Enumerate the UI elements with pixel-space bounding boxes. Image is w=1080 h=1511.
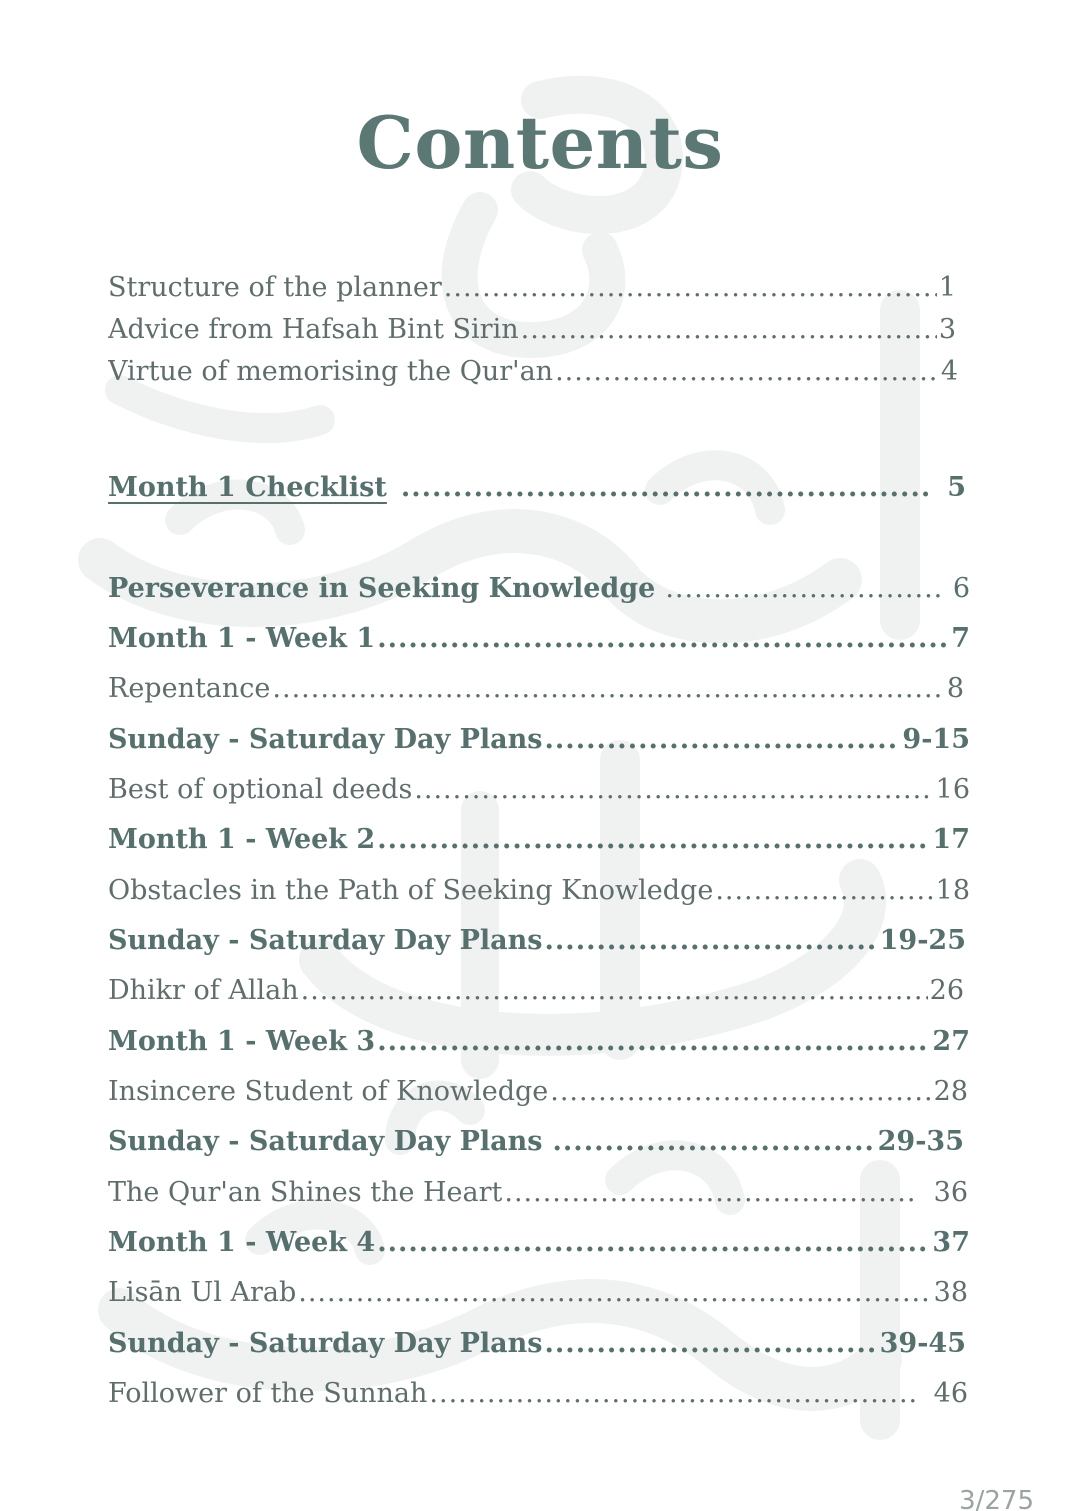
toc-leader-dots: [555, 356, 939, 387]
toc-leader-dots: [545, 925, 878, 956]
toc-entry[interactable]: [108, 356, 958, 392]
toc-entry-page: 3: [938, 314, 956, 345]
toc-leader-dots: [401, 472, 931, 503]
toc-entry-page: 9-15: [902, 724, 970, 755]
toc-entry-page: 39-45: [879, 1328, 966, 1359]
toc-entry[interactable]: [108, 1076, 968, 1112]
toc-leader-dots: [272, 673, 944, 704]
toc-entry-label: Repentance: [108, 673, 271, 704]
toc-entry[interactable]: [108, 875, 970, 911]
toc-leader-dots: [550, 1076, 931, 1107]
toc-entry[interactable]: [108, 673, 964, 709]
toc-entry-page: 28: [933, 1076, 968, 1107]
toc-entry-page: 5: [947, 472, 966, 503]
toc-entry-page: 1: [938, 272, 956, 303]
toc-entry[interactable]: [108, 314, 956, 350]
toc-leader-dots: [301, 975, 928, 1006]
toc-leader-dots: [665, 573, 942, 604]
toc-leader-dots: [504, 1177, 913, 1208]
toc-entry-label: Month 1 - Week 4: [108, 1227, 376, 1258]
toc-leader-dots: [414, 774, 933, 805]
toc-entry-label: Obstacles in the Path of Seeking Knowledge: [108, 875, 714, 906]
toc-leader-dots: [545, 724, 901, 755]
toc-entry-page: 6: [952, 573, 970, 604]
toc-leader-dots: [444, 272, 937, 303]
toc-entry-label: Dhikr of Allah: [108, 975, 299, 1006]
toc-leader-dots: [429, 1378, 917, 1409]
toc-entry-page: 4: [940, 356, 958, 387]
toc-leader-dots: [553, 1126, 876, 1157]
toc-leader-dots: [377, 824, 930, 855]
toc-entry-page: 8: [946, 673, 964, 704]
toc-entry[interactable]: [108, 1026, 970, 1062]
toc-leader-dots: [715, 875, 933, 906]
toc-entry-page: 38: [933, 1277, 968, 1308]
toc-entry-label: Virtue of memorising the Qur'an: [108, 356, 554, 387]
toc-entry-page: 46: [933, 1378, 968, 1409]
toc-entry[interactable]: [108, 1227, 970, 1263]
toc-entry-page: 36: [933, 1177, 968, 1208]
toc-entry[interactable]: [108, 1277, 968, 1313]
toc-entry-label: Month 1 - Week 2: [108, 824, 376, 855]
toc-entry[interactable]: [108, 975, 964, 1011]
toc-entry-month-checklist[interactable]: [108, 472, 966, 508]
toc-entry[interactable]: [108, 824, 970, 860]
toc-leader-dots: [521, 314, 937, 345]
toc-entry-label: Best of optional deeds: [108, 774, 413, 805]
toc-entry-page: 18: [935, 875, 970, 906]
toc-entry-label: Sunday - Saturday Day Plans: [108, 1126, 543, 1157]
toc-entry[interactable]: [108, 774, 970, 810]
toc-entry-label: Advice from Hafsah Bint Sirin: [108, 314, 519, 345]
toc-entry-page: 7: [951, 623, 970, 654]
page-indicator: 3/275: [959, 1486, 1034, 1511]
toc-entry[interactable]: [108, 272, 956, 308]
toc-entry-label: Month 1 - Week 1: [108, 623, 376, 654]
toc-leader-dots: [377, 1227, 930, 1258]
toc-entry-label: Perseverance in Seeking Knowledge: [108, 573, 656, 604]
toc-entry[interactable]: [108, 623, 970, 659]
toc-entry-page: 29-35: [877, 1126, 964, 1157]
toc-entry-label: Follower of the Sunnah: [108, 1378, 428, 1409]
toc-entry-label: Sunday - Saturday Day Plans: [108, 925, 543, 956]
toc-entry-label: The Qur'an Shines the Heart: [108, 1177, 503, 1208]
toc-entry-page: 16: [935, 774, 970, 805]
toc-entry-label: Sunday - Saturday Day Plans: [108, 724, 543, 755]
toc-entry[interactable]: [108, 573, 970, 609]
page-title: Contents: [356, 100, 724, 185]
toc-entry-label: Sunday - Saturday Day Plans: [108, 1328, 543, 1359]
toc-leader-dots: [377, 623, 949, 654]
toc-entry[interactable]: [108, 1177, 968, 1213]
toc-entry-label: Insincere Student of Knowledge: [108, 1076, 549, 1107]
toc-entry-page: 27: [932, 1026, 970, 1057]
toc-entry-page: 19-25: [879, 925, 966, 956]
toc-entry[interactable]: [108, 1378, 968, 1414]
toc-entry-page: 37: [932, 1227, 970, 1258]
toc-entry-page: 17: [932, 824, 970, 855]
toc-entry-label: Month 1 Checklist: [108, 472, 387, 503]
toc-entry[interactable]: [108, 1126, 964, 1162]
toc-entry[interactable]: [108, 724, 970, 760]
toc-entry[interactable]: [108, 1328, 966, 1364]
toc-entry-label: Month 1 - Week 3: [108, 1026, 376, 1057]
toc-entry[interactable]: [108, 925, 966, 961]
toc-entry-label: Structure of the planner: [108, 272, 442, 303]
toc-leader-dots: [545, 1328, 878, 1359]
toc-leader-dots: [298, 1277, 931, 1308]
toc-leader-dots: [377, 1026, 930, 1057]
toc-entry-label: Lisān Ul Arab: [108, 1277, 297, 1308]
toc-entry-page: 26: [929, 975, 964, 1006]
